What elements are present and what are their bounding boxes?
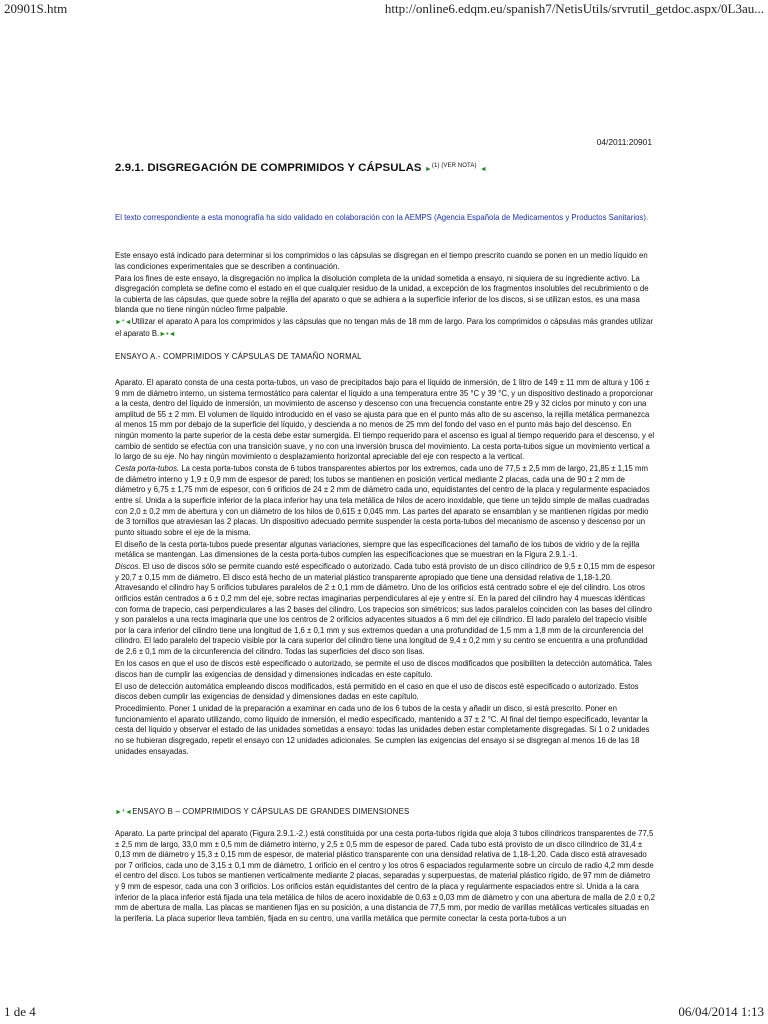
a-procedure-paragraph: Procedimiento. Poner 1 unidad de la preparación a examinar en cada uno de los 6 tubos de la cesta y añadir un disco, si está prescrito. Poner en funcionamiento el aparato utilizando, como líquido de inmersión, el medio especificado, mantenido a 37 ± 2 °C. Al final del tiempo especificado, levantar la cesta del líquido y observar el estado de las unidades sometidas a ensayo: todas las unidades deben estar completamente disgregadas. Si 1 o 2 unidades no se hubieran disgregado, repetir el ensayo con 12 unidades adicionales. Se cumplen las exigencias del ensayo si se disgregan al menos 16 de las 18 unidades ensayadas. [115,704,650,756]
marker-open-icon: ► [424,166,432,173]
print-footer [0,1004,768,1020]
section-b-heading [115,807,655,819]
a-automatic-detection-paragraph: El uso de detección automática empleando discos modificados, está permitido en el caso en que el uso de discos esté especificado o autorizado. Estos discos deben cumplir las exigencias de densidad y dimensiones dadas en este capítulo. [115,681,639,702]
footer-datetime: 06/04/2014 1:13 [678,1004,764,1019]
discos-label: Discos. [115,562,141,572]
header-url: http://online6.edqm.eu/spanish7/NetisUtils/srvrutil_getdoc.aspx/0L3au... [384,1,764,16]
section-a-heading: ENSAYO A.- COMPRIMIDOS Y CÁPSULAS DE TAMAÑO NORMAL [115,352,362,361]
intro-block [115,251,655,342]
marker-end-icon: ►•◄ [159,330,176,338]
a-aparato-paragraph: Aparato. El aparato consta de una cesta porta-tubos, un vaso de precipitados bajo para el líquido de inmersión, de 1 litro de 149 ± 11 mm de altura y 106 ± 9 mm de diámetro interno, un sistema termostático para calentar el líquido a una temperatura entre 35 °C y 39 °C, y un dispositivo destinado a proporcionar a la cesta, dentro del líquido de inmersión, un movimiento de ascenso y descenso con una frecuencia constante entre 29 y 32 ciclos por minuto y con una amplitud de 55 ± 2 mm. El volumen de líquido introducido en el vaso se ajusta para que en el punto más alto de su ascenso, la rejilla metálica permanezca al menos 15 mm por debajo de la superficie del líquido, y descienda a no menos de 25 mm del fondo del vaso en el punto más bajo del descenso. En ningún momento la parte superior de la cesta debe estar sumergida. El tiempo requerido para el ascenso es igual al tiempo requerido para el descenso, y el cambio de sentido se efectúa con una transición suave, y no con una inversión brusca del movimiento. La cesta porta-tubos sigue un movimiento vertical a lo largo de su eje. No hay ningún movimiento o desplazamiento horizontal apreciable del eje con respecto a la vertical. [115,378,655,462]
intro-paragraph-1: Este ensayo está indicado para determinar si los comprimidos o las cápsulas se disgregan en el tiempo prescrito cuando se ponen en un medio líquido en las condiciones experimentales que se describen a continuación. [115,251,648,271]
section-b-heading-text: ENSAYO B – COMPRIMIDOS Y CÁPSULAS DE GRANDES DIMENSIONES [132,807,410,816]
marker-start-icon: ►*◄ [115,319,132,327]
intro-apparatus-text: Utilizar el aparato A para los comprimidos y las cápsulas que no tengan más de 18 mm de largo. Para los comprimidos o cápsulas más grandes utilizar el aparato B. [115,317,653,338]
marker-close-icon: ◄ [479,166,487,173]
page-title [115,161,487,176]
header-filename: 20901S.htm [4,1,68,16]
a-cesta-text: La cesta porta-tubos consta de 6 tubos transparentes abiertos por los extremos, cada uno de 77,5 ± 2,5 mm de largo, 21,85 ± 1,15 mm de diámetro interno y 1,9 ± 0,9 mm de espesor de pared; los tubos se mantienen en posición vertical mediante 2 placas, cada una de 90 ± 2 mm de diámetro y 6,75 ± 1,75 mm de espesor, con 6 orificios de 24 ± 2 mm de diámetro cada uno, equidistantes del centro de la placa y regularmente espaciados entre sí. Unida a la superficie inferior de la placa inferior hay una tela metálica de hilos de acero inoxidable, que tiene un tejido simple de mallas cuadradas con 2,0 ± 0,2 mm de abertura y con un diámetro de los hilos de 0,615 ± 0,045 mm. Las partes del aparato se ensamblan y se mantienen rígidas por medio de 3 tornillos que atraviesan las 2 placas. Un dispositivo adecuado permite suspender la cesta porta-tubos del mecanismo de ascenso y descenso por un punto situado sobre el eje de la misma. [115,464,650,537]
a-diseno-paragraph: El diseño de la cesta porta-tubos puede presentar algunas variaciones, siempre que las especificaciones del tamaño de los tubos de vidrio y de la rejilla metálica se mantengan. Las dimensiones de la cesta porta-tubos cumplen las especificaciones que se muestran en la Figura 2.9.1.-1. [115,539,640,560]
b-aparato-paragraph: Aparato. La parte principal del aparato (Figura 2.9.1.-2.) está constituida por una cesta porta-tubos rígida que aloja 3 tubos cilíndricos transparentes de 77,5 ± 2,5 mm de largo, 33,0 mm ± 0,5 mm de diámetro interno, y 2,5 ± 0,5 mm de espesor de pared. Cada tubo está provisto de un disco cilíndrico de 31,4 ± 0,13 mm de diámetro y 15,3 ± 0,15 mm de espesor, de material plástico transparente con una densidad relativa de 1,18-1,20. Cada disco está atravesado por 7 orificios, cada uno de 3,15 ± 0,1 mm de diámetro, 1 orificio en el centro y los otros 6 espaciados regularmente sobre un círculo de radio 4,2 mm desde el centro del disco. Los tubos se mantienen verticalmente mediante 2 placas, separadas y superpuestas, de material plástico rígido, de 97 mm de diámetro y 9 mm de espesor, cada una con 3 orificios. Los orificios están equidistantes del centro de la placa y regularmente espaciados entre sí. Unida a la cara inferior de la placa inferior está fijada una tela metálica de hilos de acero inoxidable de 0,63 ± 0,03 mm de diámetro y con una abertura de malla de 2,0 ± 0,2 mm de abertura de malla. Las placas se mantienen fijas en su posición, a una distancia de 77,5 mm, por medio de varillas metálicas verticales situadas en la periferia. La placa superior lleva también, fijada en su centro, una varilla metálica que permite conectar la cesta porta-tubos a un [115,829,655,923]
intro-paragraph-2: Para los fines de este ensayo, la disgregación no implica la disolución completa de la unidad sometida a ensayo, ni siquiera de su ingrediente activo. La disgregación completa se define como el estado en el que cualquier residuo de la unidad, a excepción de los fragmentos insolubles del recubrimiento o de la cubierta de las cápsulas, que quede sobre la rejilla del aparato o que se adhiera a la superficie inferior de los discos, si se utilizan estos, es una masa blanda que no tiene ningún núcleo firme palpable. [115,273,649,315]
footer-page-number: 1 de 4 [4,1004,36,1019]
section-a-body [115,378,655,759]
intro-apparatus-paragraph [115,317,655,340]
a-discos-paragraph [115,562,655,657]
title-note-link[interactable]: (1) (VER NOTA) [431,163,477,169]
validation-note: El texto correspondiente a esta monografía ha sido validado en colaboración con la AEMPS (Agencia Española de Medicamentos y Productos Sanitarios). [115,213,649,222]
section-b-body [115,829,655,926]
marker-start-b-icon: ►*◄ [115,809,133,816]
title-text: 2.9.1. DISGREGACIÓN DE COMPRIMIDOS Y CÁPSULAS [115,162,422,174]
print-header [0,1,768,17]
document-number: 04/2011:20901 [596,137,652,147]
a-discos-text: El uso de discos sólo se permite cuando esté especificado o autorizado. Cada tubo está provisto de un disco cilíndrico de 9,5 ± 0,15 mm de espesor y 20,7 ± 0,15 mm de diámetro. El disco está hecho de un material plástico transparente apropiado que tiene una densidad relativa de 1,18-1,20. Atravesando el cilindro hay 5 orificios tubulares paralelos de 2 ± 0,1 mm de diámetro. Uno de los orificios está centrado sobre el eje del cilindro. Los otros orificios están centrados a 6 ± 0,2 mm del eje, sobre rectas imaginarias perpendiculares al eje y entre sí. En la pared del cilindro hay 4 muescas idénticas con forma de trapecio, casi perpendiculares a las 2 bases del cilindro. Los trapecios son simétricos; sus lados paralelos coinciden con las bases del cilindro y son paralelos a una recta imaginaria que une los centros de 2 orificios adyacentes situados a 6 mm del eje cilíndrico. El lado paralelo del trapecio visible por la cara inferior del cilindro tiene una longitud de 1,6 ± 0,1 mm y sus extremos quedan a una profundidad de 1,5 mm a 1,8 mm de la circunferencia del cilindro. El lado paralelo del trapecio visible por la cara superior del cilindro tiene una longitud de 9,4 ± 0,2 mm y su centro se encuentra a una profundidad de 2,6 ± 0,1 mm de la circunferencia del cilindro. Todas las superficies del disco son lisas. [115,562,655,657]
a-modified-discs-paragraph: En los casos en que el uso de discos esté especificado o autorizado, se permite el uso de discos modificados que posibiliten la detección automática. Tales discos han de cumplir las exigencias de densidad y dimensiones indicadas en este capítulo. [115,659,652,679]
cesta-label: Cesta porta-tubos. [115,464,180,474]
a-cesta-paragraph [115,464,655,538]
